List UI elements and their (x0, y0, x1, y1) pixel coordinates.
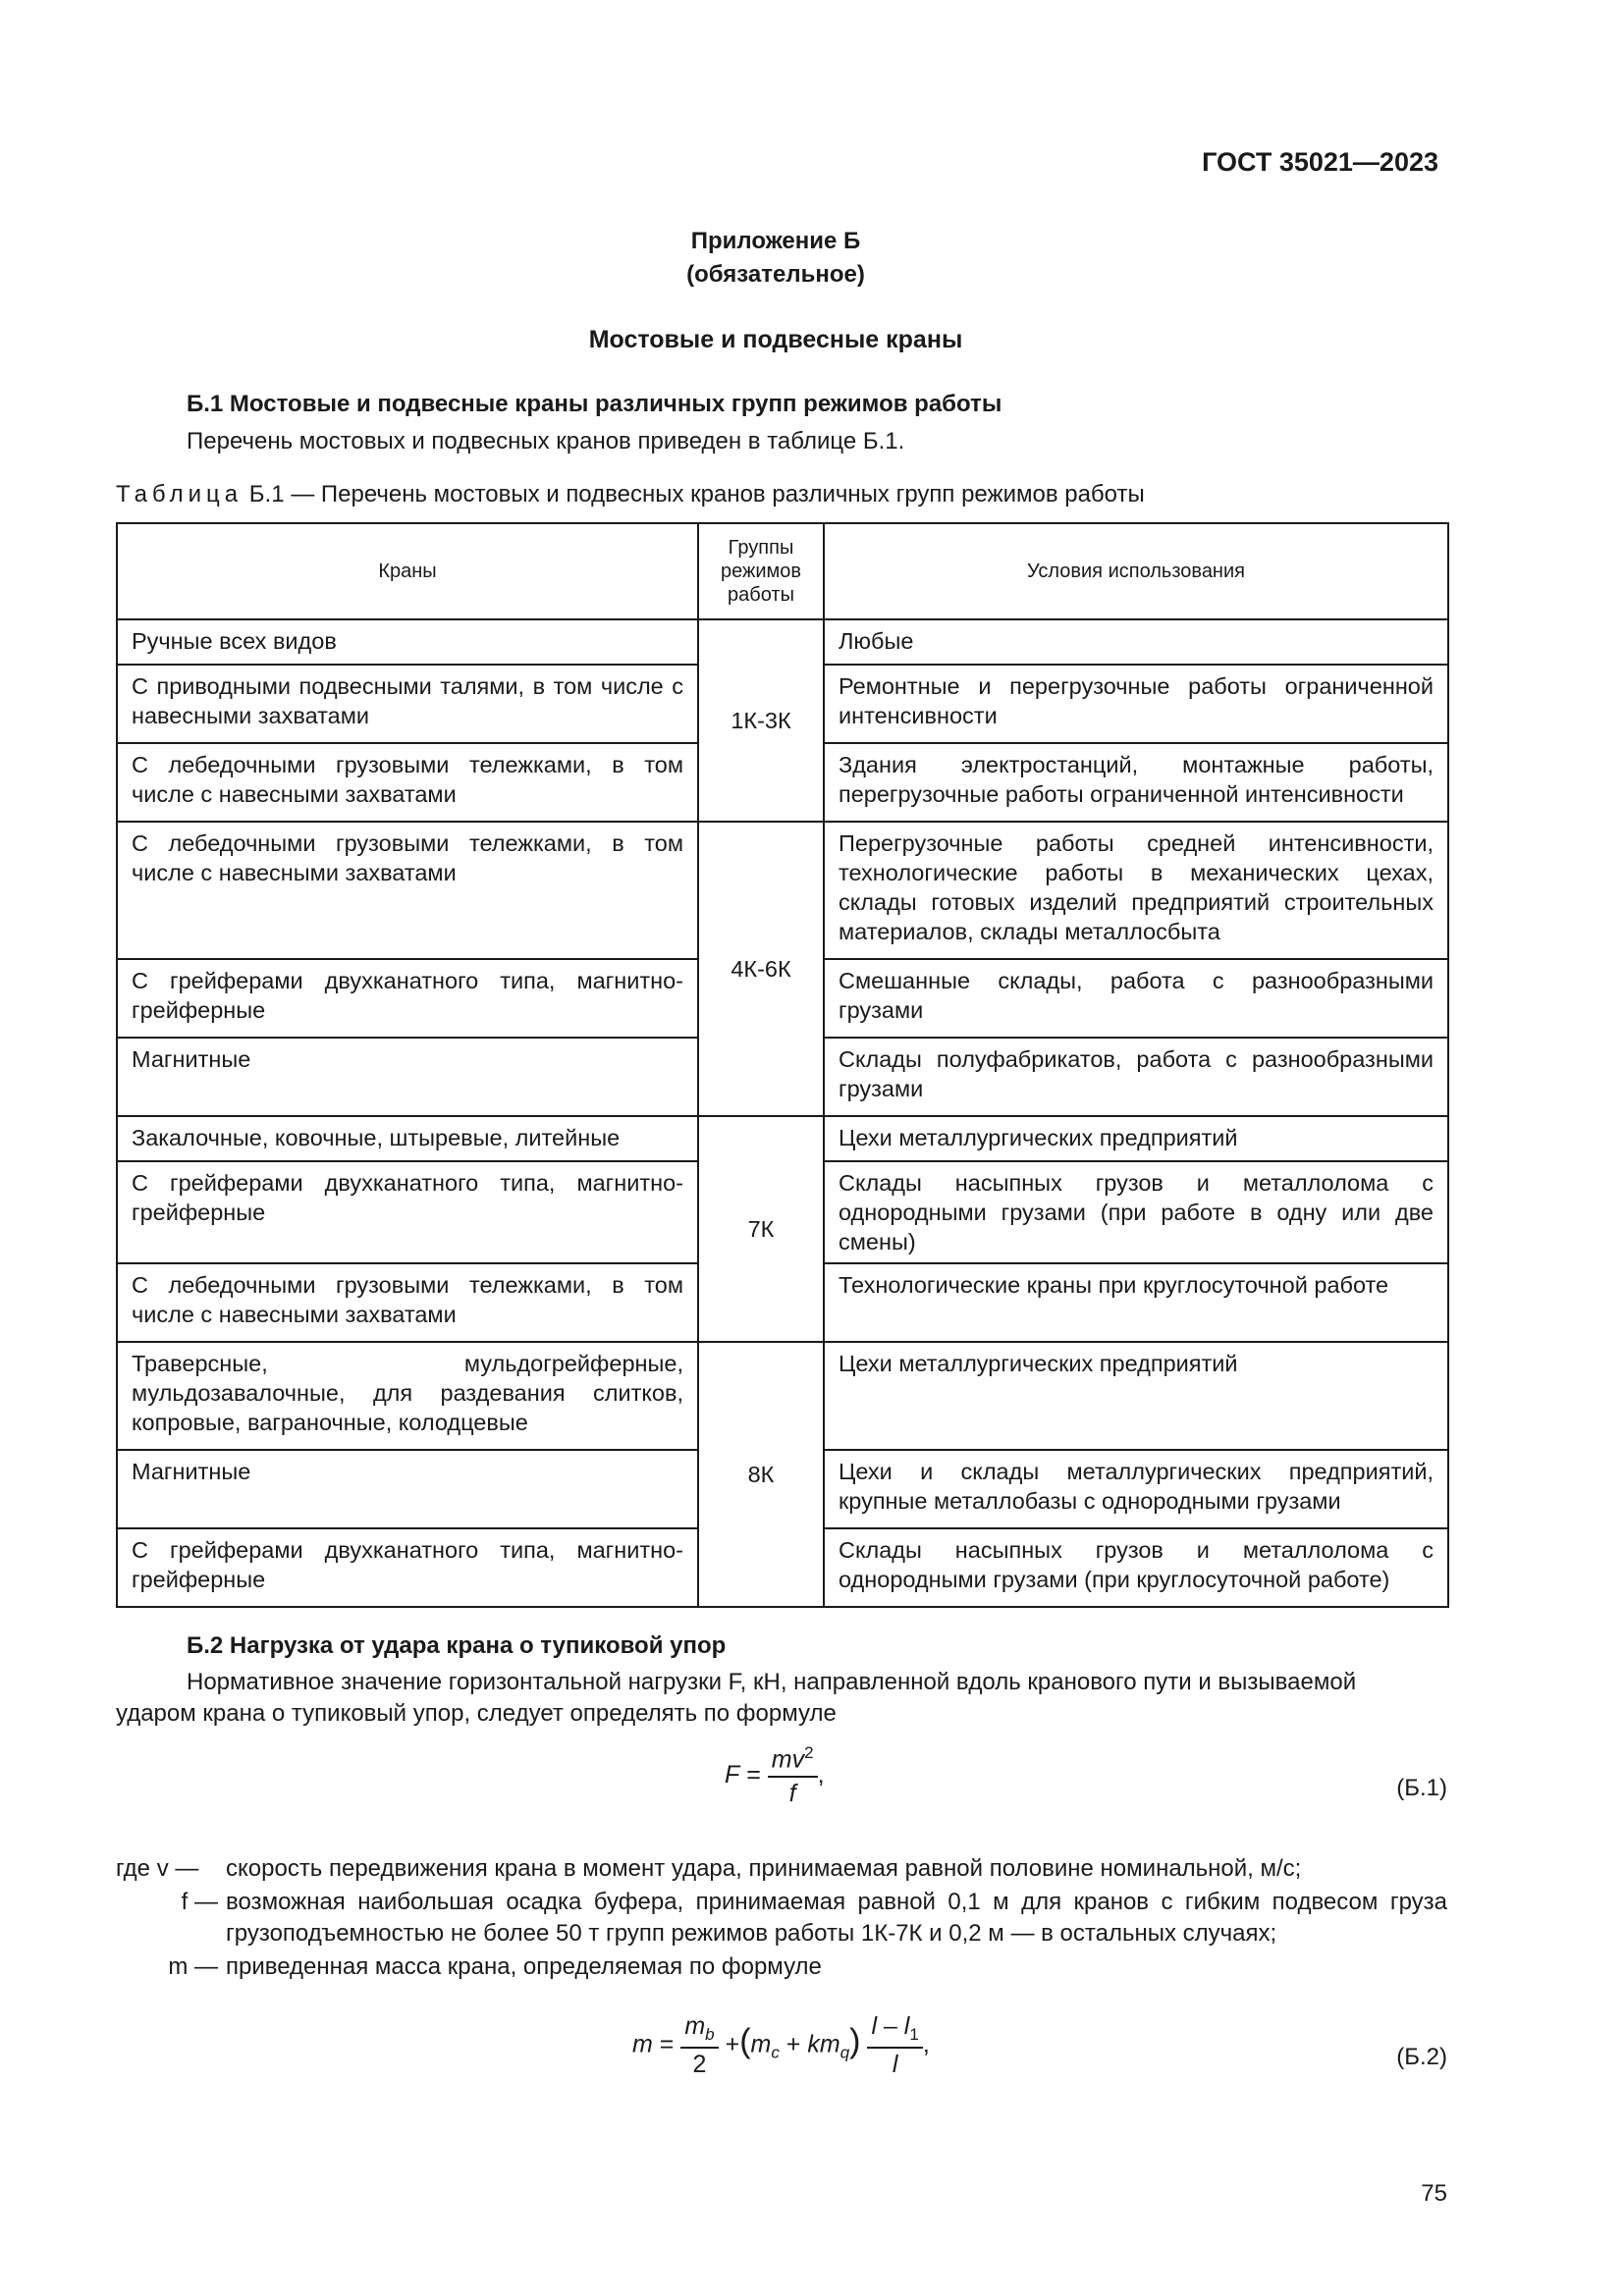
formula-b2-mc: m (750, 2030, 772, 2058)
header-conditions: Условия использования (824, 523, 1448, 619)
condition-cell: Смешанные склады, работа с разнообразными грузами (824, 959, 1448, 1038)
formula-b1-power: 2 (804, 1743, 814, 1762)
document-code: ГОСТ 35021—2023 (1202, 147, 1438, 177)
formula-b2-f2-num: l – l (871, 2012, 910, 2040)
crane-cell: С лебедочными грузовыми тележками, в том числе с навесными захватами (117, 822, 698, 959)
condition-cell: Цехи металлургических предприятий (824, 1342, 1448, 1450)
condition-cell: Склады насыпных грузов и металлолома с однородными грузами (при круглосуточной работе) (824, 1528, 1448, 1607)
table-caption (116, 481, 1145, 508)
formula-b1-tail: , (817, 1760, 825, 1789)
formula-b2-paren-open: ( (739, 2022, 751, 2060)
table-header-row (117, 523, 1448, 619)
formula-b2-lhs: m (632, 2030, 653, 2058)
condition-cell: Любые (824, 619, 1448, 665)
section-b1-heading: Б.1 Мостовые и подвесные краны различных групп режимов работы (187, 391, 1002, 417)
where-text: скорость передвижения крана в момент удара, принимаемая равной половине номинальной, м/с; (226, 1855, 1302, 1882)
formula-b2-f2-den: l (892, 2051, 898, 2078)
condition-cell: Здания электростанций, монтажные работы, перегрузочные работы ограниченной интенсивности (824, 743, 1448, 822)
crane-cell: С лебедочными грузовыми тележками, в том числе с навесными захватами (117, 1263, 698, 1342)
crane-cell: Магнитные (117, 1450, 698, 1528)
where-term: m — (168, 1953, 218, 1980)
formula-b1-denominator: f (788, 1780, 796, 1808)
crane-cell: Траверсные, мульдогрейферные, мульдозавалочные, для раздевания слитков, копровые, ваграночные, колодцевые (117, 1342, 698, 1450)
formula-b2-f1-sub: b (705, 2025, 715, 2044)
crane-cell: С грейферами двухканатного типа, магнитно-грейферные (117, 1528, 698, 1607)
crane-cell: С лебедочными грузовыми тележками, в том числе с навесными захватами (117, 743, 698, 822)
appendix-status: (обязательное) (686, 261, 865, 288)
formula-b2-plus2: + (779, 2030, 808, 2058)
group-cell: 8К (698, 1342, 824, 1607)
formula-b2-eq: = (659, 2030, 675, 2058)
formula-b2-f2-sub: 1 (909, 2025, 919, 2044)
condition-cell: Цехи металлургических предприятий (824, 1116, 1448, 1161)
formula-b2-number: (Б.2) (1396, 2044, 1447, 2070)
formula-b2-kmq: km (807, 2030, 840, 2058)
crane-cell: С грейферами двухканатного типа, магнитно-грейферные (117, 1161, 698, 1263)
header-cranes: Краны (117, 523, 698, 619)
where-text: приведенная масса крана, определяемая по формуле (226, 1953, 822, 1980)
crane-cell: Закалочные, ковочные, штыревые, литейные (117, 1116, 698, 1161)
where-term: f — (181, 1889, 218, 1915)
header-groups-line2: режимов (720, 561, 802, 582)
where-item-v (0, 1853, 1624, 1887)
where-term: где v — (116, 1855, 199, 1882)
crane-cell: С грейферами двухканатного типа, магнитно-грейферные (117, 959, 698, 1038)
condition-cell: Цехи и склады металлургических предприятий, крупные металлобазы с однородными грузами (824, 1450, 1448, 1528)
group-cell: 7К (698, 1116, 824, 1342)
where-item-m (0, 1951, 1624, 1985)
crane-cell: Магнитные (117, 1038, 698, 1116)
header-groups (698, 523, 824, 619)
table-caption-text: Б.1 — Перечень мостовых и подвесных кранов различных групп режимов работы (243, 481, 1145, 507)
section-b2-heading: Б.2 Нагрузка от удара крана о тупиковой упор (187, 1632, 727, 1659)
formula-b1-number: (Б.1) (1396, 1775, 1447, 1801)
table-caption-label: Таблица (116, 481, 244, 507)
formula-b2-paren-close: ) (849, 2022, 861, 2060)
table-row (117, 1342, 1448, 1450)
appendix-heading: Мостовые и подвесные краны (588, 326, 963, 353)
table-row (117, 822, 1448, 959)
section-b2-para-line1: Нормативное значение горизонтальной нагрузки F, кН, направленной вдоль кранового пути и вызываемой (187, 1669, 1357, 1695)
formula-b1 (725, 1743, 825, 1808)
condition-cell: Перегрузочные работы средней интенсивности, технологические работы в механических цехах, склады готовых изделий предприятий строительных материалов, склады металлосбыта (824, 822, 1448, 959)
formula-b2-mc-sub: c (771, 2043, 780, 2062)
condition-cell: Склады полуфабрикатов, работа с разнообразными грузами (824, 1038, 1448, 1116)
header-groups-line1: Группы (728, 537, 794, 559)
group-cell: 4К-6К (698, 822, 824, 1116)
formula-b2-f1-den: 2 (692, 2051, 707, 2078)
formula-b1-fraction (768, 1743, 818, 1808)
table-row (117, 1116, 1448, 1161)
formula-b1-numerator: mv (771, 1745, 805, 1774)
formula-b1-eq: = (746, 1760, 761, 1789)
formula-b2 (632, 2012, 930, 2079)
section-b2-para-line2: ударом крана о тупиковый упор, следует определять по формуле (116, 1700, 837, 1727)
crane-cell: Ручные всех видов (117, 619, 698, 665)
formula-b2-fraction2 (867, 2012, 922, 2079)
condition-cell: Ремонтные и перегрузочные работы ограниченной интенсивности (824, 665, 1448, 743)
crane-cell: С приводными подвесными талями, в том числе с навесными захватами (117, 665, 698, 743)
formula-b2-kmq-sub: q (839, 2043, 850, 2062)
formula-b1-lhs: F (725, 1760, 740, 1789)
section-b1-intro: Перечень мостовых и подвесных кранов приведен в таблице Б.1. (187, 428, 905, 454)
group-cell: 1К-3К (698, 619, 824, 822)
table-row (117, 619, 1448, 665)
appendix-title: Приложение Б (690, 228, 861, 254)
formula-b2-plus: + (725, 2030, 740, 2058)
formula-b2-tail: , (922, 2030, 930, 2058)
header-groups-line3: работы (728, 584, 794, 606)
page-number: 75 (1421, 2180, 1447, 2207)
where-text: возможная наибольшая осадка буфера, принимаемая равной 0,1 м для кранов с гибким подвесом груза грузоподъемностью не более 50 т групп режимов работы 1К-7К и 0,2 м — в остальных случаях; (226, 1889, 1447, 1947)
condition-cell: Склады насыпных грузов и металлолома с однородными грузами (при работе в одну или две смены) (824, 1161, 1448, 1263)
where-item-f (0, 1887, 1624, 1953)
formula-b2-f1-num: m (684, 2012, 706, 2040)
condition-cell: Технологические краны при круглосуточной работе (824, 1263, 1448, 1342)
cranes-table (116, 522, 1449, 1608)
formula-b2-fraction1 (680, 2012, 718, 2079)
